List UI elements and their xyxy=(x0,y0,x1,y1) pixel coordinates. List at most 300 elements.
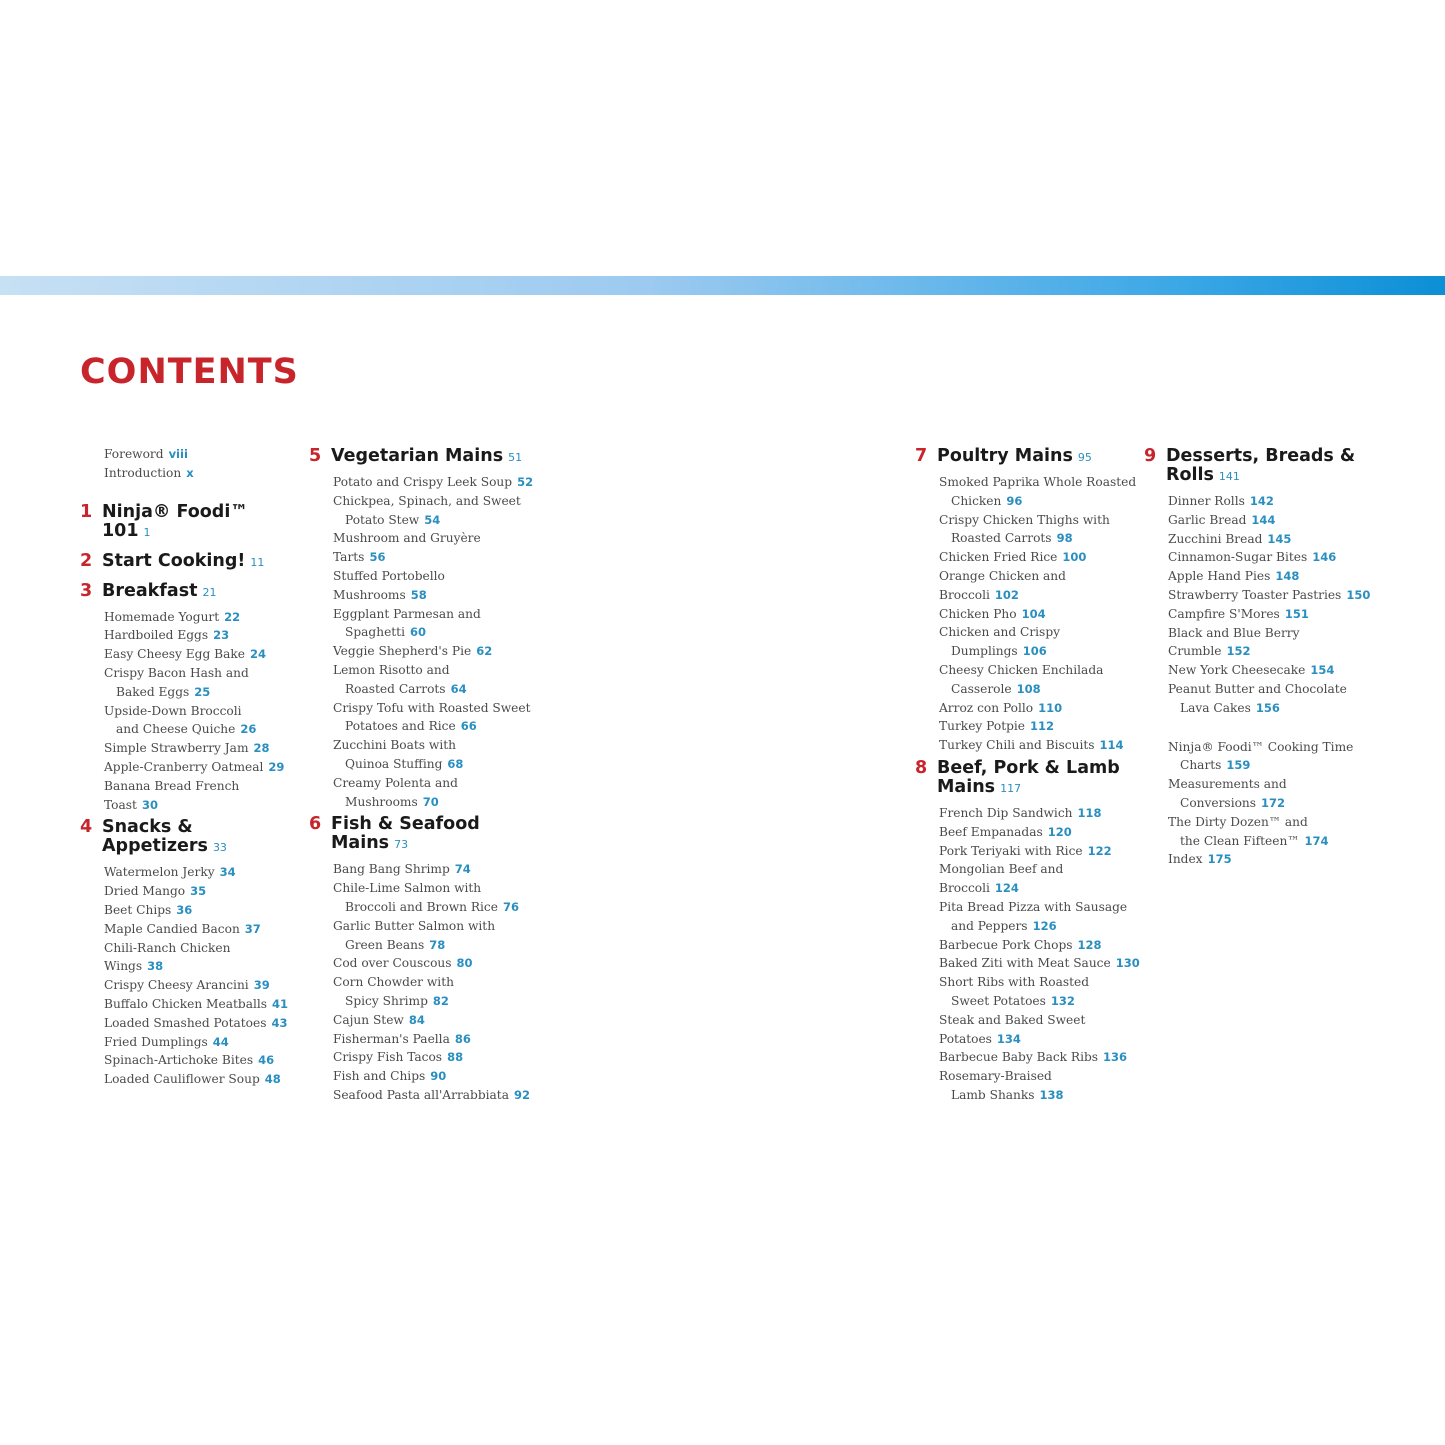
entry-page-wrap xyxy=(267,997,288,1011)
toc-entry xyxy=(333,642,534,661)
entry-page-number: 41 xyxy=(272,996,289,1011)
entry-page-wrap xyxy=(1299,834,1328,848)
entry-title-line: and Cheese Quiche xyxy=(116,722,236,737)
entry-continuation xyxy=(333,992,534,1011)
entry-continuation xyxy=(104,720,290,739)
entry-page-wrap xyxy=(1028,919,1057,933)
chapter-section xyxy=(80,501,290,548)
entry-page-wrap xyxy=(442,757,463,771)
entry-page-number: 26 xyxy=(240,722,257,737)
chapter-page-number: 117 xyxy=(1000,781,1022,795)
entry-page-wrap xyxy=(471,644,492,658)
entry-title-line: New York Cheesecake xyxy=(1168,663,1306,678)
toc-entry xyxy=(939,699,1140,718)
toc-entry xyxy=(939,567,1140,605)
entry-title-line: Watermelon Jerky xyxy=(104,865,215,880)
toc-entry xyxy=(333,1086,534,1105)
chapter-section xyxy=(309,813,534,1104)
entry-title-line: Cod over Couscous xyxy=(333,956,452,971)
entry-page-number: 175 xyxy=(1207,852,1232,867)
toc-entry xyxy=(1168,530,1384,549)
entry-page-wrap xyxy=(1305,663,1334,677)
entry-continuation xyxy=(939,529,1140,548)
toc-entry xyxy=(939,511,1140,549)
entry-page-wrap xyxy=(364,550,385,564)
entry-page-number: 34 xyxy=(219,865,236,880)
entry-page-wrap xyxy=(1057,550,1086,564)
toc-entry xyxy=(104,1014,290,1033)
entry-page-wrap xyxy=(428,994,449,1008)
entry-title: Foreword xyxy=(104,447,164,461)
entry-page-wrap xyxy=(442,1050,463,1064)
chapter-title-text: Vegetarian Mains xyxy=(331,446,504,466)
entry-page-wrap xyxy=(208,1035,229,1049)
toc-entry xyxy=(1168,567,1384,586)
front-matter-list xyxy=(104,445,290,483)
entry-page-wrap xyxy=(1245,494,1274,508)
toc-entry xyxy=(939,1011,1140,1049)
entry-title-line: Black and Blue Berry Crumble xyxy=(1168,625,1300,659)
entry-page-wrap xyxy=(263,760,284,774)
chapter-page-number: 141 xyxy=(1218,470,1240,483)
entry-page-wrap xyxy=(245,647,266,661)
chapter-title-text: Ninja® Foodi™ 101 xyxy=(102,501,248,541)
entry-title-line: Cajun Stew xyxy=(333,1012,404,1027)
chapter-page-number: 21 xyxy=(202,585,217,599)
chapter-title xyxy=(102,552,264,572)
chapter-number: 8 xyxy=(915,757,928,778)
entry-page-number: 154 xyxy=(1310,663,1335,678)
entry-page-number: 44 xyxy=(212,1034,229,1049)
entry-continuation xyxy=(333,511,534,530)
entry-title-line: Casserole xyxy=(951,681,1012,696)
toc-entry xyxy=(939,1067,1140,1105)
entry-title-line: Pita Bread Pizza with Sausage xyxy=(939,899,1128,914)
entry-title-line: Chickpea, Spinach, and Sweet xyxy=(333,493,521,508)
entry-page-number: 22 xyxy=(224,609,241,624)
entry-title-line: Banana Bread French Toast xyxy=(104,778,240,812)
chapter-title xyxy=(937,447,1092,467)
entry-title-line: Potato and Crispy Leek Soup xyxy=(333,475,513,489)
entry-page-number: 134 xyxy=(996,1031,1021,1046)
toc-column-3 xyxy=(915,445,1140,1107)
entry-page-number: 114 xyxy=(1099,738,1124,753)
entry-page-number: 28 xyxy=(253,741,270,756)
entry-page-wrap xyxy=(266,1016,287,1030)
entry-continuation xyxy=(939,992,1140,1011)
entry-page-number: 46 xyxy=(258,1053,275,1068)
entry-title-line: Fried Dumplings xyxy=(104,1034,208,1049)
entry-page-wrap xyxy=(171,903,192,917)
entry-page-number: 144 xyxy=(1251,512,1276,527)
entry-page-wrap xyxy=(1073,938,1102,952)
chapter-heading xyxy=(915,757,1140,804)
entry-title-line: Ninja® Foodi™ Cooking Time xyxy=(1168,739,1354,754)
entry-page-wrap xyxy=(446,682,467,696)
entry-page-wrap xyxy=(1221,644,1250,658)
toc-entry xyxy=(104,1070,290,1089)
entry-title-line: Spicy Shrimp xyxy=(345,993,428,1008)
toc-entry xyxy=(939,661,1140,699)
entry-continuation xyxy=(1168,832,1384,851)
entry-title-line: Maple Candied Bacon xyxy=(104,921,240,936)
entry-page-number: 92 xyxy=(513,1087,530,1102)
entry-page-wrap xyxy=(1001,494,1022,508)
toc-entry xyxy=(939,548,1140,567)
entry-page-number: 80 xyxy=(456,956,473,971)
toc-entry xyxy=(1168,492,1384,511)
entry-page-number: 64 xyxy=(450,681,467,696)
entry-page-number: 126 xyxy=(1032,918,1057,933)
entry-page-number: 118 xyxy=(1077,805,1102,820)
toc-entry xyxy=(333,1067,534,1086)
chapter-number: 5 xyxy=(309,446,322,466)
chapter-heading xyxy=(309,813,534,860)
entry-page-wrap xyxy=(990,881,1019,895)
toc-entry xyxy=(333,567,534,605)
toc-entry xyxy=(104,758,290,777)
entry-title-line: Spaghetti xyxy=(345,625,405,640)
entry-page-wrap xyxy=(1256,796,1285,810)
toc-entry xyxy=(333,1048,534,1067)
toc-entry xyxy=(333,954,534,973)
entry-title-line: Crispy Tofu with Roasted Sweet xyxy=(333,700,531,715)
entry-page-number: 128 xyxy=(1077,937,1102,952)
entry-page-number: 60 xyxy=(409,625,426,640)
entry-page-number: 24 xyxy=(249,647,266,662)
toc-entry xyxy=(333,879,534,917)
entry-title-line: Campfire S'Mores xyxy=(1168,606,1280,621)
entry-page-number: 122 xyxy=(1087,843,1112,858)
entry-continuation xyxy=(939,492,1140,511)
entry-title-line: Mushroom and Gruyère Tarts xyxy=(333,531,481,565)
entry-page-number: 35 xyxy=(190,884,207,899)
entry-page-wrap xyxy=(1033,701,1062,715)
entry-page-number: 74 xyxy=(454,862,471,877)
toc-entry xyxy=(104,976,290,995)
entry-title-line: Baked Ziti with Meat Sauce xyxy=(939,956,1111,971)
entry-continuation xyxy=(939,680,1140,699)
toc-entry xyxy=(104,863,290,882)
entry-page-wrap xyxy=(1083,844,1112,858)
entry-page-number: 159 xyxy=(1226,758,1251,773)
entry-page-wrap xyxy=(219,610,240,624)
entry-page-wrap xyxy=(1262,532,1291,546)
entry-page-wrap xyxy=(1073,806,1102,820)
entry-page-number: 90 xyxy=(430,1069,447,1084)
chapter-number: 7 xyxy=(915,446,928,466)
recipe-list xyxy=(1168,492,1384,718)
chapter-heading xyxy=(80,501,290,548)
chapter-heading xyxy=(309,445,534,473)
entry-page-number: 48 xyxy=(264,1072,281,1087)
entry-title-line: Beef Empanadas xyxy=(939,824,1043,839)
entry-title-line: Cinnamon-Sugar Bites xyxy=(1168,550,1308,565)
entry-page-wrap xyxy=(1280,607,1309,621)
chapter-title xyxy=(331,815,534,854)
entry-page-number: 98 xyxy=(1056,531,1073,546)
entry-title-line: Barbecue Pork Chops xyxy=(939,937,1073,952)
toc-entry xyxy=(1168,586,1384,605)
entry-title-line: Measurements and xyxy=(1168,777,1287,792)
chapter-number: 3 xyxy=(80,580,93,601)
entry-title-line: Broccoli and Brown Rice xyxy=(345,899,498,914)
entry-page-wrap xyxy=(1203,852,1232,866)
entry-page-wrap xyxy=(990,588,1019,602)
chapter-heading xyxy=(80,816,290,863)
entry-page-number: 152 xyxy=(1226,644,1251,659)
entry-title-line: Sweet Potatoes xyxy=(951,993,1046,1008)
entry-page-wrap xyxy=(1018,644,1047,658)
toc-entry xyxy=(104,739,290,758)
entry-page-number: 38 xyxy=(147,959,164,974)
entry-title-line: French Dip Sandwich xyxy=(939,805,1073,820)
entry-page-number: 37 xyxy=(244,921,261,936)
entry-page-wrap xyxy=(1246,513,1275,527)
entry-title-line: Chili-Ranch Chicken Wings xyxy=(104,940,231,974)
entry-page-number: 54 xyxy=(424,512,441,527)
entry-title-line: Garlic Bread xyxy=(1168,512,1247,527)
recipe-list xyxy=(939,804,1140,1105)
toc-entry xyxy=(333,529,534,567)
toc-entry xyxy=(333,736,534,774)
entry-page-number: 84 xyxy=(408,1012,425,1027)
chapter-number: 6 xyxy=(309,814,322,835)
entry-page-wrap xyxy=(404,1013,425,1027)
entry-page-number: 39 xyxy=(253,978,270,993)
entry-title-line: Creamy Polenta and xyxy=(333,775,458,790)
toc-entry xyxy=(333,492,534,530)
entry-page-number: 151 xyxy=(1284,606,1309,621)
entry-continuation xyxy=(104,683,290,702)
entry-page-number: 112 xyxy=(1030,719,1055,734)
entry-title-line: Pork Teriyaki with Rice xyxy=(939,843,1083,858)
entry-page-number: 29 xyxy=(268,759,285,774)
chapter-heading xyxy=(1144,445,1384,492)
entry-continuation xyxy=(333,623,534,642)
entry-continuation xyxy=(333,680,534,699)
entry-continuation xyxy=(1168,699,1384,718)
entry-page-wrap xyxy=(450,1032,471,1046)
entry-continuation xyxy=(1168,794,1384,813)
chapter-number: 4 xyxy=(80,817,93,838)
entry-page-number: 106 xyxy=(1022,644,1047,659)
entry-continuation xyxy=(939,917,1140,936)
toc-entry xyxy=(939,973,1140,1011)
recipe-list xyxy=(333,473,534,811)
entry-title-line: Barbecue Baby Back Ribs xyxy=(939,1050,1099,1065)
entry-page-number: 66 xyxy=(460,719,477,734)
recipe-list xyxy=(939,473,1140,755)
entry-page-wrap xyxy=(450,862,471,876)
entry-page-number: 100 xyxy=(1062,550,1087,565)
chapter-title xyxy=(1166,447,1384,486)
toc-entry xyxy=(104,920,290,939)
toc-entry xyxy=(939,936,1140,955)
toc-entry xyxy=(104,608,290,627)
entry-title-line: Beet Chips xyxy=(104,902,172,917)
entry-title-line: Bang Bang Shrimp xyxy=(333,862,450,877)
toc-entry xyxy=(333,860,534,879)
entry-page-number: 56 xyxy=(369,550,386,565)
entry-page-wrap xyxy=(1270,569,1299,583)
entry-page-wrap xyxy=(253,1053,274,1067)
entry-page-wrap xyxy=(452,956,473,970)
entry-page-number: 120 xyxy=(1047,824,1072,839)
entry-page-number: 110 xyxy=(1038,700,1063,715)
entry-page-wrap xyxy=(456,719,477,733)
toc-entry xyxy=(104,995,290,1014)
toc-entry xyxy=(939,823,1140,842)
entry-continuation xyxy=(333,717,534,736)
chapter-title xyxy=(102,503,290,542)
entry-page-number: 82 xyxy=(432,993,449,1008)
toc-entry xyxy=(104,702,290,740)
entry-page-wrap xyxy=(498,900,519,914)
entry-title-line: Potatoes and Rice xyxy=(345,719,456,734)
front-matter-entry xyxy=(104,445,290,464)
chapter-title xyxy=(937,759,1140,798)
toc-entry xyxy=(939,736,1140,755)
toc-entry xyxy=(1168,605,1384,624)
entry-continuation xyxy=(939,642,1140,661)
toc-column-1 xyxy=(80,445,290,1091)
chapter-page-number: 33 xyxy=(212,841,227,855)
entry-page-number: 150 xyxy=(1346,587,1371,602)
entry-page-wrap xyxy=(1098,1050,1127,1064)
entry-title-line: Eggplant Parmesan and xyxy=(333,606,481,621)
entry-page-number: viii xyxy=(168,447,188,461)
entry-page-number: 43 xyxy=(271,1015,288,1030)
chapter-section xyxy=(1144,445,1384,718)
entry-title-line: Baked Eggs xyxy=(116,684,190,699)
toc-column-2 xyxy=(309,445,534,1107)
entry-title-line: The Dirty Dozen™ and xyxy=(1168,814,1308,829)
entry-page-number: 36 xyxy=(176,902,193,917)
entry-title-line: Chicken Pho xyxy=(939,606,1017,621)
entry-page-number: 172 xyxy=(1261,795,1286,810)
entry-title-line: Turkey Chili and Biscuits xyxy=(939,738,1095,753)
toc-entry xyxy=(333,605,534,643)
chapter-section xyxy=(80,816,290,1089)
toc-entry xyxy=(104,1051,290,1070)
chapter-heading xyxy=(915,445,1140,473)
chapter-page-number: 1 xyxy=(143,525,151,539)
toc-entry xyxy=(1168,850,1384,869)
entry-page-wrap xyxy=(1052,531,1073,545)
toc-entry xyxy=(939,860,1140,898)
entry-title-line: Crispy Fish Tacos xyxy=(333,1050,443,1065)
toc-entry xyxy=(1168,661,1384,680)
entry-page-number: 130 xyxy=(1115,956,1140,971)
entry-title-line: Buffalo Chicken Meatballs xyxy=(104,996,268,1011)
entry-title-line: Strawberry Toaster Pastries xyxy=(1168,587,1342,602)
entry-page-number: 174 xyxy=(1304,833,1329,848)
toc-entry xyxy=(104,664,290,702)
entry-page-number: 68 xyxy=(447,756,464,771)
toc-entry xyxy=(939,1048,1140,1067)
entry-page-wrap xyxy=(405,625,426,639)
chapter-title xyxy=(102,818,290,857)
entry-title: Introduction xyxy=(104,465,182,480)
entry-page-wrap xyxy=(1012,682,1041,696)
entry-title-line: Apple-Cranberry Oatmeal xyxy=(104,759,264,774)
entry-title-line: Rosemary-Braised xyxy=(939,1069,1052,1084)
entry-continuation xyxy=(1168,756,1384,775)
front-matter-entry xyxy=(104,464,290,483)
entry-page-wrap xyxy=(142,959,163,973)
chapter-page-number: 51 xyxy=(508,451,523,464)
entry-title-line: Homemade Yogurt xyxy=(104,609,220,624)
entry-page-wrap xyxy=(512,475,533,489)
toc-entry xyxy=(1168,511,1384,530)
chapter-title-text: Poultry Mains xyxy=(937,446,1073,466)
entry-title-line: Zucchini Boats with xyxy=(333,738,456,753)
entry-page-number: 138 xyxy=(1039,1087,1064,1102)
chapter-page-number: 11 xyxy=(250,555,265,569)
chapter-page-number: 73 xyxy=(394,838,409,852)
entry-page-wrap xyxy=(1017,607,1046,621)
chapter-title-text: Start Cooking! xyxy=(102,550,246,571)
entry-page-wrap xyxy=(1341,588,1370,602)
entry-title-line: Green Beans xyxy=(345,937,425,952)
entry-title-line: Loaded Smashed Potatoes xyxy=(104,1015,267,1030)
toc-entry xyxy=(939,804,1140,823)
entry-page-number: 136 xyxy=(1103,1050,1128,1065)
entry-title-line: Loaded Cauliflower Soup xyxy=(104,1072,260,1087)
entry-page-number: 108 xyxy=(1016,681,1041,696)
toc-entry xyxy=(333,917,534,955)
chapter-title-text: Desserts, Breads & Rolls xyxy=(1166,446,1356,485)
entry-continuation xyxy=(333,936,534,955)
chapter-heading xyxy=(80,550,290,578)
entry-page-number: 156 xyxy=(1255,700,1280,715)
entry-page-wrap xyxy=(1046,994,1075,1008)
toc-entry xyxy=(333,973,534,1011)
entry-title-line: Peanut Butter and Chocolate xyxy=(1168,681,1347,696)
chapter-heading xyxy=(80,580,290,608)
entry-continuation xyxy=(939,1086,1140,1105)
chapter-number: 9 xyxy=(1144,446,1157,466)
entry-title-line: Lava Cakes xyxy=(1180,700,1251,715)
toc-entry xyxy=(939,842,1140,861)
toc-entry xyxy=(939,473,1140,511)
entry-page-wrap xyxy=(260,1072,281,1086)
entry-page-wrap xyxy=(185,884,206,898)
back-matter-list xyxy=(1168,738,1384,870)
entry-page-number: 76 xyxy=(502,899,519,914)
entry-title-line: Index xyxy=(1168,852,1203,867)
page-title: CONTENTS xyxy=(80,352,299,392)
entry-page-number: 102 xyxy=(994,587,1019,602)
entry-continuation xyxy=(333,898,534,917)
entry-page-number: 124 xyxy=(994,881,1019,896)
entry-title-line: Smoked Paprika Whole Roasted xyxy=(939,475,1137,489)
recipe-list xyxy=(104,863,290,1089)
entry-page-wrap xyxy=(249,978,270,992)
toc-entry xyxy=(104,901,290,920)
entry-page-wrap xyxy=(424,938,445,952)
entry-page-number: 145 xyxy=(1267,531,1292,546)
toc-entry xyxy=(333,661,534,699)
entry-page-number: 96 xyxy=(1006,493,1023,508)
toc-entry xyxy=(104,777,290,815)
entry-page-wrap xyxy=(406,588,427,602)
toc-entry xyxy=(939,623,1140,661)
entry-title-line: Garlic Butter Salmon with xyxy=(333,918,496,933)
entry-title-line: Dumplings xyxy=(951,644,1018,659)
entry-title-line: Orange Chicken and Broccoli xyxy=(939,568,1066,602)
